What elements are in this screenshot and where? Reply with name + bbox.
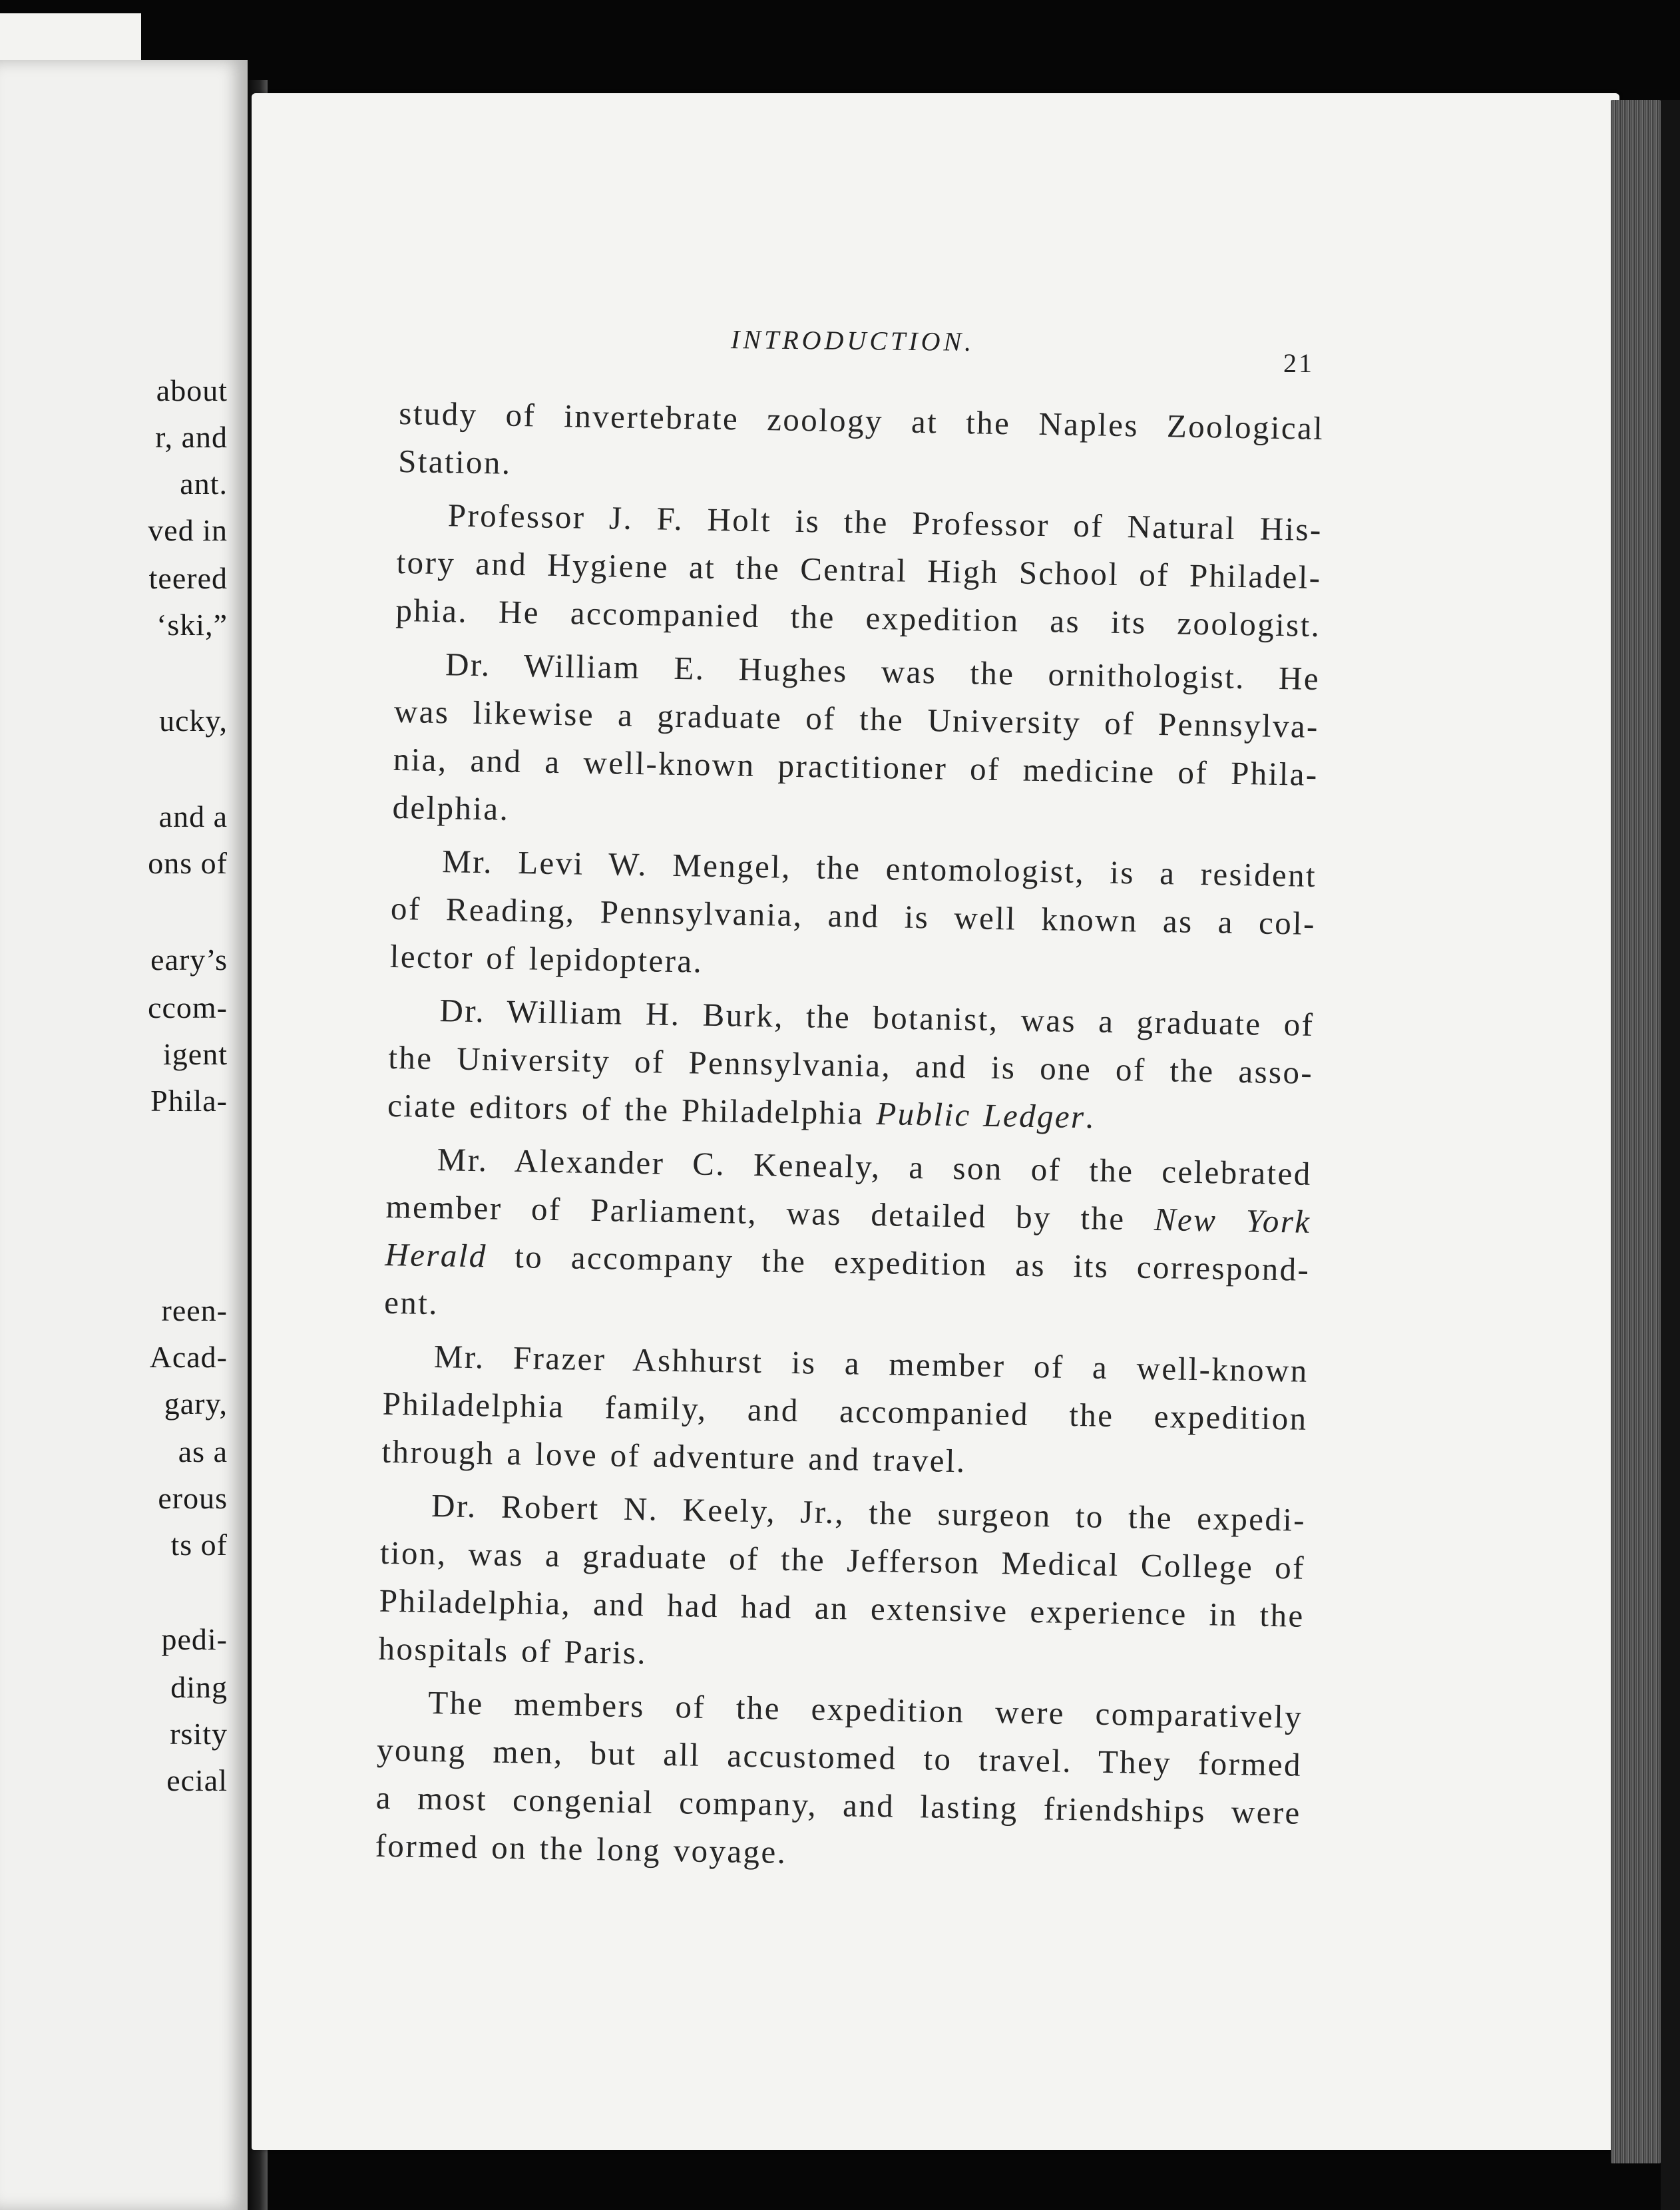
page-number: 21 [1283, 348, 1314, 378]
text-line: lector of lepidoptera. [389, 937, 704, 980]
text-segment: to accompany the expedition as its correspond- [487, 1237, 1311, 1288]
left-page-fragment: ecial [166, 1763, 228, 1797]
book-cover-edge [1661, 100, 1680, 2210]
left-page-fragment: teered [148, 561, 228, 595]
left-page-fragment: ccom- [148, 991, 228, 1024]
newspaper-title: New York [1154, 1200, 1311, 1240]
paragraph [378, 1481, 1307, 1688]
text-line: Philadelphia family, and accompanied the expedition [382, 1385, 1309, 1437]
left-page-fragment: ucky, [159, 704, 228, 738]
left-page-fragment: about [156, 373, 228, 407]
paragraph [389, 837, 1317, 996]
text-segment: ciate editors of the Philadelphia [387, 1086, 877, 1132]
left-page-fragment: ved in [148, 513, 228, 547]
left-page-fragment: reen- [161, 1293, 228, 1327]
text-line: Philadelphia, and had had an extensive experience in the [379, 1582, 1305, 1634]
text-segment: . [1085, 1098, 1096, 1136]
left-page-fragment: r, and [155, 420, 228, 454]
text-segment: member of Parliament, was detailed by the [385, 1188, 1155, 1237]
running-title: INTRODUCTION. [730, 324, 975, 357]
text-line: Dr. Robert N. Keely, Jr., the surgeon to the expedi- [431, 1487, 1307, 1538]
newspaper-title: Herald [384, 1235, 488, 1275]
text-line: through a love of adventure and travel. [381, 1433, 967, 1480]
left-page-fragment: ‘ski,” [156, 608, 228, 642]
left-page-fragment: ts of [170, 1528, 228, 1562]
left-page-fragment: ant. [180, 467, 228, 501]
text-line: a most congenial company, and lasting friendships were [375, 1779, 1302, 1831]
text-line: of Reading, Pennsylvania, and is well known as a col- [390, 889, 1317, 942]
left-page-fragment: igent [163, 1037, 228, 1071]
left-page-fragment: ding [170, 1670, 228, 1704]
page-block-edges [1611, 100, 1661, 2163]
text-line: Mr. Alexander C. Kenealy, a son of the celebrated [437, 1141, 1313, 1192]
text-line: Professor J. F. Holt is the Professor of Natural His- [447, 497, 1323, 549]
left-page-fragment: rsity [170, 1717, 228, 1751]
text-line: delphia. [392, 788, 510, 827]
paragraph [392, 640, 1321, 847]
left-page-fragment: erous [158, 1481, 228, 1515]
left-page-fragment: Phila- [150, 1084, 228, 1118]
paragraph [395, 491, 1323, 650]
text-line: young men, but all accustomed to travel. They formed [376, 1731, 1303, 1783]
left-page-fragment: and a [158, 799, 228, 833]
text-line: Station. [397, 442, 512, 481]
text-line: hospitals of Paris. [378, 1630, 648, 1671]
paragraph [387, 986, 1315, 1145]
text-line: The members of the expedition were comparatively [427, 1683, 1303, 1735]
newspaper-title: Public Ledger [875, 1095, 1086, 1136]
left-page-fragment: ons of [148, 846, 228, 880]
text-line: formed on the long voyage. [375, 1827, 787, 1871]
paragraph [381, 1332, 1309, 1491]
text-line: nia, and a well-known practitioner of medicine of Phila- [393, 740, 1319, 793]
text-line: Dr. William H. Burk, the botanist, was a graduate of [439, 992, 1315, 1043]
text-line: was likewise a graduate of the University of Pennsylva- [393, 692, 1320, 745]
text-line: study of invertebrate zoology at the Naples Zoological [398, 394, 1325, 447]
paragraph [384, 1135, 1313, 1342]
text-line: Mr. Levi W. Mengel, the entomologist, is a resident [441, 843, 1317, 894]
text-line: Dr. William E. Hughes was the ornithologist. He [445, 646, 1321, 697]
left-page-fragment: eary’s [150, 943, 228, 977]
left-page-fragment: gary, [164, 1387, 228, 1421]
left-page-fragment: pedi- [161, 1622, 228, 1656]
text-line: the University of Pennsylvania, and is one of the asso- [387, 1038, 1314, 1091]
left-page-fragment: Acad- [149, 1340, 228, 1374]
text-line: ent. [383, 1283, 439, 1322]
text-line: Mr. Frazer Ashhurst is a member of a well-known [433, 1338, 1309, 1389]
paragraph [375, 1678, 1303, 1885]
left-page-fragment: as a [178, 1435, 228, 1468]
text-line: tion, was a graduate of the Jefferson Medical College of [379, 1534, 1306, 1586]
text-line: tory and Hygiene at the Central High School of Philadel- [396, 543, 1322, 596]
left-facing-page [0, 60, 248, 2210]
text-line: phia. He accompanied the expedition as its zoologist. [395, 591, 1321, 644]
body-text [375, 389, 1325, 1890]
paragraph [398, 389, 1325, 501]
